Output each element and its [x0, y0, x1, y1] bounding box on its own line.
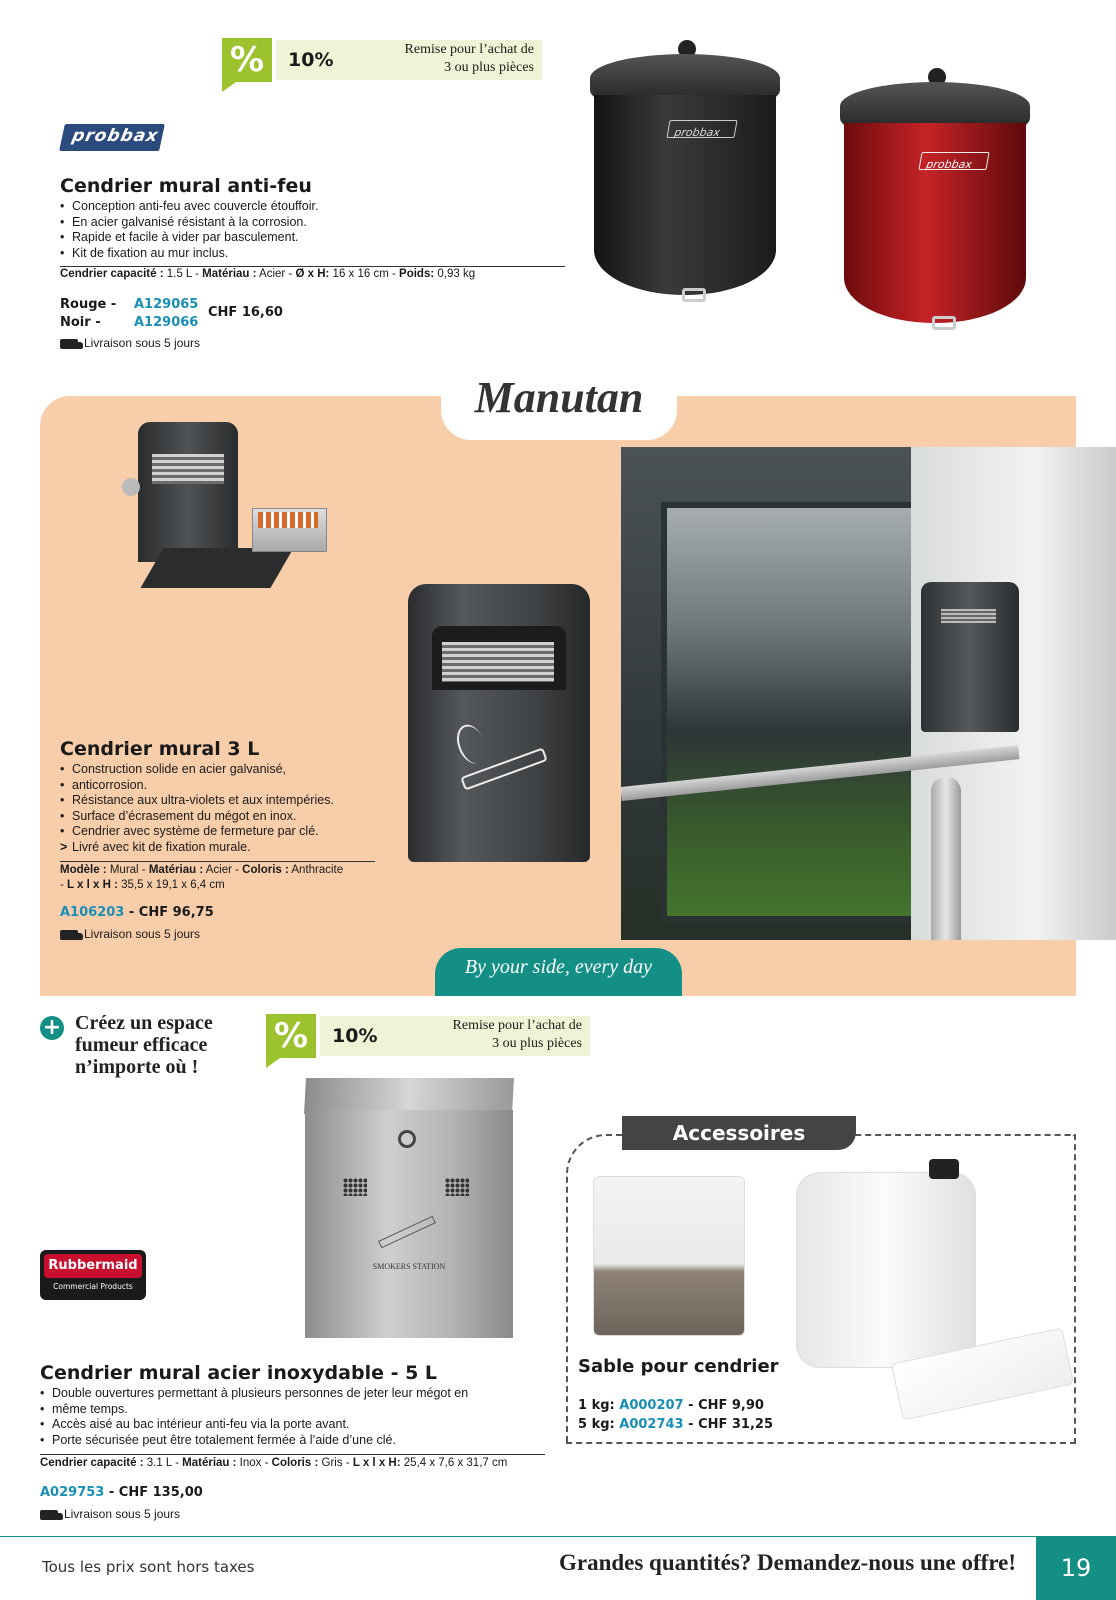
probbax-delivery: Livraison sous 5 jours — [60, 336, 200, 350]
callout-text: Créez un espace fumeur efficace n’importe où ! — [75, 1012, 213, 1078]
variant-label: Rouge - — [60, 297, 117, 312]
bullet: • Porte sécurisée peut être totalement fermée à l’aide d’une clé. — [40, 1433, 468, 1449]
bullet: • Rapide et facile à vider par basculement. — [60, 230, 318, 246]
bullet: • Cendrier avec système de fermeture par clé. — [60, 824, 334, 840]
percent-tag-tail — [222, 82, 236, 92]
manutan-title: Cendrier mural 3 L — [60, 738, 260, 760]
bullet: • Surface d’écrasement du mégot en inox. — [60, 809, 334, 825]
accessories-prices: 1 kg: A000207 - CHF 9,90 5 kg: A002743 - CHF 31,25 — [578, 1398, 774, 1432]
divider — [40, 1454, 545, 1455]
manutan-ashtray-open-image — [122, 418, 327, 614]
bullet: • Double ouvertures permettant à plusieurs personnes de jeter leur mégot en — [40, 1386, 468, 1402]
discount-box — [320, 1016, 590, 1056]
bullet: • Conception anti-feu avec couvercle étouffoir. — [60, 199, 318, 215]
divider — [60, 266, 565, 267]
probbax-ashtray-black-image: probbax — [590, 40, 780, 305]
discount-box — [276, 40, 542, 80]
bullet-continuation: • anticorrosion. — [60, 778, 334, 794]
promo-badge-top — [222, 38, 542, 90]
bullet: • En acier galvanisé résistant à la corrosion. — [60, 215, 318, 231]
footer-cta: Grandes quantités? Demandez-nous une offre! — [558, 1550, 1016, 1575]
manutan-ashtray-3l-image — [408, 584, 590, 862]
rubbermaid-specs: Cendrier capacité : 3.1 L - Matériau : Inox - Coloris : Gris - L x l x H: 25,4 x 7,6 x 31,7 cm — [40, 1457, 508, 1469]
manutan-tagline: By your side, every day — [464, 956, 653, 978]
rubbermaid-title: Cendrier mural acier inoxydable - 5 L — [40, 1362, 438, 1384]
probbax-variants — [60, 296, 198, 332]
promo-badge-bottom — [266, 1014, 591, 1068]
accessories-title: Sable pour cendrier — [578, 1356, 779, 1377]
truck-icon — [60, 339, 78, 349]
probbax-ashtray-red-image: probbax — [840, 68, 1030, 333]
bullet: • Résistance aux ultra-violets et aux intempéries. — [60, 793, 334, 809]
variant-code[interactable]: A129065 — [134, 297, 199, 312]
discount-text-1: Remise pour l’achat de — [404, 42, 534, 57]
sand-bag-image — [593, 1176, 745, 1336]
product-code[interactable]: A002743 — [619, 1417, 684, 1432]
manutan-logo: Manutan — [474, 373, 644, 422]
discount-value: 10% — [288, 49, 334, 71]
probbax-price: CHF 16,60 — [208, 305, 283, 320]
probbax-logo: probbax — [59, 124, 165, 151]
discount-text-2: 3 ou plus pièces — [444, 60, 534, 75]
variant-label: Noir - — [60, 315, 101, 330]
discount-text-1: Remise pour l’achat de — [452, 1018, 582, 1033]
rubbermaid-bullets — [40, 1386, 468, 1448]
manutan-code-price: A106203 - CHF 96,75 — [60, 905, 214, 920]
product-code[interactable]: A000207 — [619, 1398, 684, 1413]
bullet: • Construction solide en acier galvanisé, — [60, 762, 334, 778]
manutan-delivery: Livraison sous 5 jours — [60, 927, 200, 941]
manutan-stadium-photo — [621, 447, 1116, 940]
percent-icon: % — [266, 1014, 316, 1058]
product-code[interactable]: A029753 — [40, 1485, 105, 1500]
bullet: • Accès aisé au bac intérieur anti-feu via la porte avant. — [40, 1417, 468, 1433]
bullet-arrow: > Livré avec kit de fixation murale. — [60, 840, 334, 856]
truck-icon — [60, 930, 78, 940]
page-number: 19 — [1036, 1536, 1116, 1600]
rubbermaid-code-price: A029753 - CHF 135,00 — [40, 1485, 203, 1500]
footer-line — [0, 1536, 1116, 1537]
rubbermaid-ashtray-image: SMOKERS STATION — [305, 1078, 513, 1338]
bullet-continuation: • même temps. — [40, 1402, 468, 1418]
rubbermaid-logo: Rubbermaid Commercial Products — [40, 1250, 146, 1300]
footer-note: Tous les prix sont hors taxes — [42, 1558, 255, 1576]
discount-text-2: 3 ou plus pièces — [492, 1036, 582, 1051]
accessories-header: Accessoires — [622, 1116, 856, 1150]
manutan-bullets — [60, 762, 334, 855]
percent-icon: % — [222, 38, 272, 82]
divider — [60, 861, 375, 862]
variant-code[interactable]: A129066 — [134, 315, 199, 330]
probbax-bullets — [60, 199, 318, 261]
percent-tag-tail — [266, 1058, 280, 1068]
manutan-specs: Modèle : Mural - Matériau : Acier - Coloris : Anthracite - L x l x H : 35,5 x 19,1 x 6,4 cm — [60, 864, 344, 891]
truck-icon — [40, 1510, 58, 1520]
bullet: • Kit de fixation au mur inclus. — [60, 246, 318, 262]
probbax-title: Cendrier mural anti-feu — [60, 175, 312, 197]
discount-value: 10% — [332, 1025, 378, 1047]
plus-icon: + — [40, 1016, 64, 1040]
product-code[interactable]: A106203 — [60, 905, 125, 920]
sand-canister-image — [796, 1172, 976, 1368]
rubbermaid-delivery: Livraison sous 5 jours — [40, 1507, 180, 1521]
probbax-specs: Cendrier capacité : 1.5 L - Matériau : Acier - Ø x H: 16 x 16 cm - Poids: 0,93 kg — [60, 268, 476, 280]
